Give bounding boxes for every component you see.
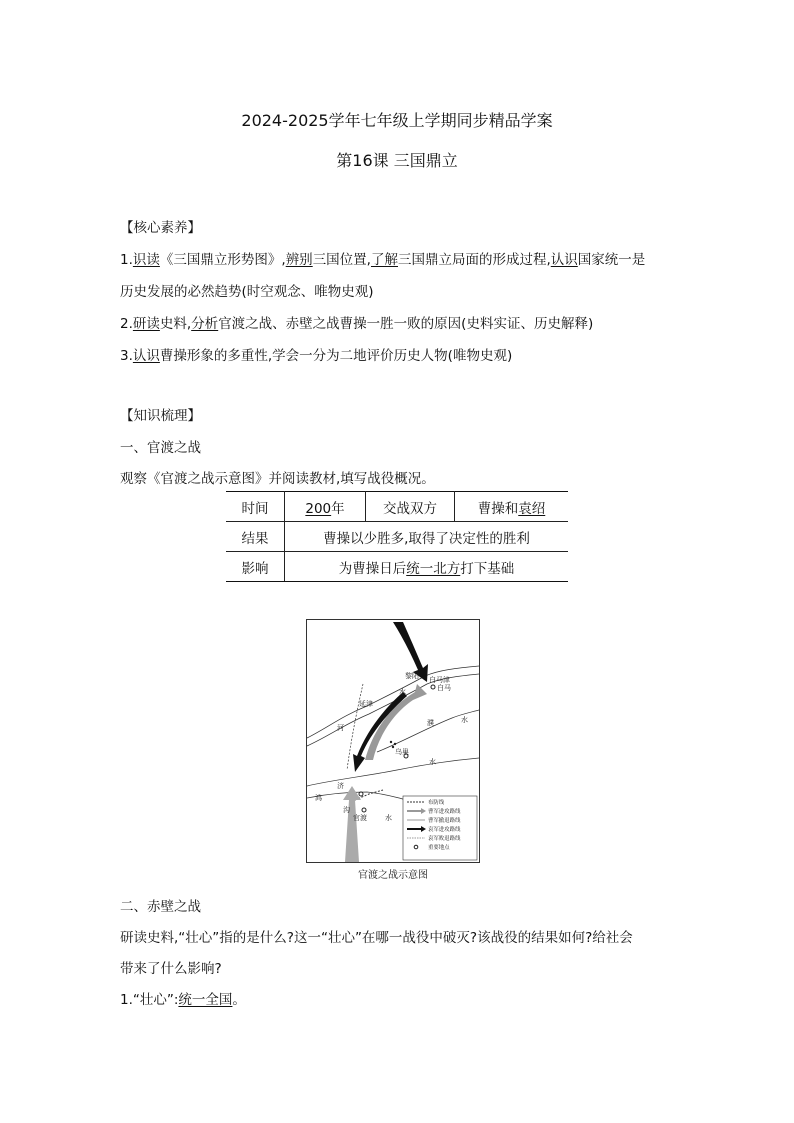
table-row [226,522,568,552]
legend-label: 布防线 [428,800,445,806]
core-heading: 【核心素养】 [120,220,201,236]
text: 史料, [159,316,192,332]
item-number: 1. [120,252,133,268]
key-verb: 认识 [550,252,578,268]
map-label: 河 [337,724,344,732]
question-line-1: 研读史料,“壮心”指的是什么?这一“壮心”在哪一战役中破灭?该战役的结果如何?给社会 [120,930,633,946]
table-row [226,552,568,582]
map-label: 沟 [343,806,350,814]
battle-summary-table [226,491,568,582]
place-marker [431,685,435,689]
knowledge-heading: 【知识梳理】 [120,408,201,424]
key-verb: 研读 [132,316,160,332]
impact-a: 为曹操日后 [338,560,407,577]
map-label: 济 [337,782,344,790]
impact-value-cell [285,552,569,582]
cao-attack-arrow [343,786,361,862]
legend-label: 袁军进攻路线 [428,827,461,833]
result-value-cell: 曹操以少胜多,取得了决定性的胜利 [285,522,569,552]
result-label-cell: 结果 [226,522,285,552]
place-marker [359,792,363,796]
answer-prefix: 1.“壮心”: [120,992,179,1008]
map-label: 水 [385,814,392,822]
map-legend [403,796,477,860]
text: 三国鼎立局面的形成过程, [397,252,551,268]
text: 官渡之战、赤壁之战曹操一胜一败的原因(史料实证、历史解释) [218,316,594,332]
sides-value-cell [455,492,569,522]
time-value: 200 [305,500,332,517]
legend-label: 袁军败退路线 [428,836,461,842]
document-title: 2024-2025学年七年级上学期同步精品学案 [241,111,553,130]
text: 国家统一是 [577,252,646,268]
legend-label: 曹军进攻路线 [428,809,461,815]
sides-value-a: 曹操和 [477,500,519,517]
key-verb: 认识 [132,348,160,364]
map-label: 官渡 [353,814,367,822]
map-label: 鸿 [315,794,322,802]
item-number: 2. [120,316,133,332]
question-line-2: 带来了什么影响? [120,961,222,977]
section-1-heading: 一、官渡之战 [120,440,201,456]
answer-suffix: 。 [232,992,246,1008]
map-caption: 官渡之战示意图 [358,870,428,881]
text: 三国位置, [312,252,371,268]
table-row [226,492,568,522]
map-label: 黎阳 [405,672,419,680]
impact-label-cell: 影响 [226,552,285,582]
guandu-battle-map [306,619,480,863]
map-label: 延津 [359,700,373,708]
battle-dot [394,743,396,745]
map-label: 白马 [437,684,451,692]
map-label: 白马津 [429,676,450,684]
sides-value-b: 袁绍 [518,500,546,517]
text: 《三国鼎立形势图》, [159,252,286,268]
lesson-title: 第16课 三国鼎立 [336,151,458,170]
time-value-cell [285,492,366,522]
key-verb: 分析 [191,316,219,332]
place-marker [362,808,366,812]
time-label-cell: 时间 [226,492,285,522]
item-number: 3. [120,348,133,364]
map-label: 水 [429,758,436,766]
map-label: 水 [399,688,406,696]
river-line [307,758,479,786]
sides-label-cell: 交战双方 [366,492,455,522]
answer-value: 统一全国 [178,992,233,1008]
key-verb: 辨别 [285,252,313,268]
map-label: 濮 [427,719,434,727]
impact-b: 统一北方 [406,560,461,577]
time-unit: 年 [331,500,345,517]
section-1-instruction: 观察《官渡之战示意图》并阅读教材,填写战役概况。 [120,471,435,487]
core-item-2 [120,312,593,332]
answer-1 [120,988,246,1008]
core-item-3 [120,344,512,364]
key-verb: 了解 [370,252,398,268]
section-2-heading: 二、赤壁之战 [120,899,201,915]
battle-dot [390,741,392,743]
core-item-1-continued: 历史发展的必然趋势(时空观念、唯物史观) [120,284,374,300]
legend-label: 曹军撤退路线 [428,818,461,824]
map-label: 乌巢 [395,748,409,756]
map-label: 水 [461,716,468,724]
core-item-1 [120,248,645,268]
legend-label: 重要地点 [428,845,450,851]
battle-dot [392,746,394,748]
key-verb: 识读 [132,252,160,268]
impact-c: 打下基础 [460,560,515,577]
text: 曹操形象的多重性,学会一分为二地评价历史人物(唯物史观) [159,348,513,364]
